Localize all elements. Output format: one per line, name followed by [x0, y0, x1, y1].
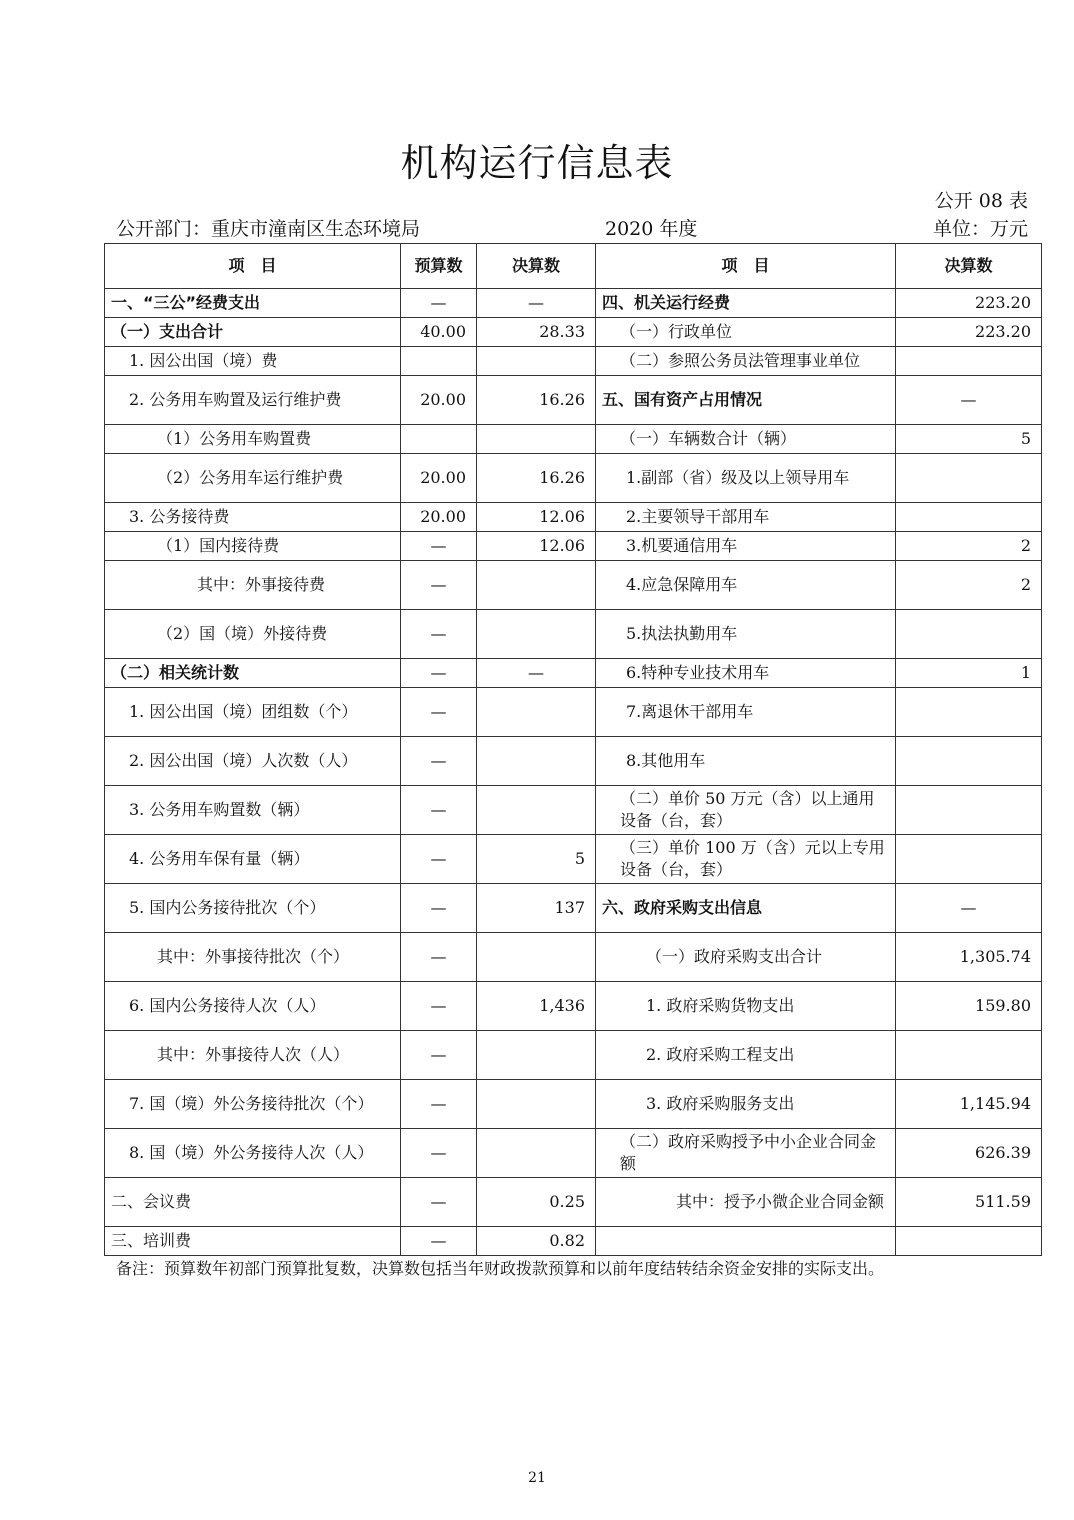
cell-final: [477, 561, 596, 610]
table-row: [105, 289, 1042, 318]
cell-item-2: （一）车辆数合计（辆）: [596, 425, 896, 454]
cell-final: 0.25: [477, 1178, 596, 1227]
table-row: [105, 347, 1042, 376]
cell-value: 223.20: [896, 289, 1042, 318]
cell-item-2: （一）政府采购支出合计: [596, 933, 896, 982]
cell-budget: —: [401, 561, 477, 610]
table-row: [105, 933, 1042, 982]
cell-value: [896, 610, 1042, 659]
table-row: [105, 1031, 1042, 1080]
cell-budget: —: [401, 933, 477, 982]
cell-budget: —: [401, 1031, 477, 1080]
cell-final: —: [477, 289, 596, 318]
cell-budget: —: [401, 982, 477, 1031]
cell-value: [896, 737, 1042, 786]
cell-item: 3. 公务接待费: [105, 503, 401, 532]
table-row: [105, 1129, 1042, 1178]
cell-item-2: 2.主要领导干部用车: [596, 503, 896, 532]
cell-budget: 20.00: [401, 503, 477, 532]
cell-item: （一）支出合计: [105, 318, 401, 347]
table-row: [105, 884, 1042, 933]
header-item: 项 目: [105, 244, 401, 289]
cell-item: 4. 公务用车保有量（辆）: [105, 835, 401, 884]
cell-final: 1,436: [477, 982, 596, 1031]
cell-budget: —: [401, 884, 477, 933]
cell-final: [477, 1129, 596, 1178]
cell-item-2: 3. 政府采购服务支出: [596, 1080, 896, 1129]
cell-final: 5: [477, 835, 596, 884]
cell-item: 3. 公务用车购置数（辆）: [105, 786, 401, 835]
cell-value: 2: [896, 532, 1042, 561]
cell-final: [477, 1031, 596, 1080]
cell-final: 28.33: [477, 318, 596, 347]
cell-item: 8. 国（境）外公务接待人次（人）: [105, 1129, 401, 1178]
cell-budget: —: [401, 610, 477, 659]
cell-item-2: 7.离退休干部用车: [596, 688, 896, 737]
cell-budget: —: [401, 737, 477, 786]
cell-budget: 20.00: [401, 454, 477, 503]
cell-value: 2: [896, 561, 1042, 610]
cell-item-2: 6.特种专业技术用车: [596, 659, 896, 688]
cell-value: 159.80: [896, 982, 1042, 1031]
table-row: [105, 503, 1042, 532]
cell-value: [896, 454, 1042, 503]
cell-final: 12.06: [477, 503, 596, 532]
table-row: [105, 688, 1042, 737]
cell-budget: 40.00: [401, 318, 477, 347]
table-number: 公开 08 表: [934, 190, 1028, 212]
cell-item-2: 3.机要通信用车: [596, 532, 896, 561]
cell-budget: —: [401, 1129, 477, 1178]
cell-final: [477, 786, 596, 835]
cell-item-2: 四、机关运行经费: [596, 289, 896, 318]
cell-budget: —: [401, 659, 477, 688]
cell-item-2: 其中：授予小微企业合同金额: [596, 1178, 896, 1227]
cell-item: （二）相关统计数: [105, 659, 401, 688]
cell-budget: —: [401, 1080, 477, 1129]
cell-item-2: 5.执法执勤用车: [596, 610, 896, 659]
cell-item: 一、“三公”经费支出: [105, 289, 401, 318]
cell-final: [477, 347, 596, 376]
cell-final: 0.82: [477, 1227, 596, 1256]
table-row: [105, 835, 1042, 884]
cell-item-2: （二）参照公务员法管理事业单位: [596, 347, 896, 376]
cell-value: —: [896, 376, 1042, 425]
table-row: [105, 786, 1042, 835]
cell-final: [477, 610, 596, 659]
cell-value: 1,145.94: [896, 1080, 1042, 1129]
footnote: 备注：预算数年初部门预算批复数，决算数包括当年财政拨款预算和以前年度结转结余资金安排的实际支出。: [116, 1259, 885, 1278]
cell-value: [896, 503, 1042, 532]
info-table: [104, 243, 1042, 1256]
cell-item-2: （一）行政单位: [596, 318, 896, 347]
cell-value: 1: [896, 659, 1042, 688]
cell-final: —: [477, 659, 596, 688]
cell-item-2: 六、政府采购支出信息: [596, 884, 896, 933]
cell-budget: —: [401, 786, 477, 835]
cell-value: [896, 1031, 1042, 1080]
cell-final: 137: [477, 884, 596, 933]
cell-item: 其中：外事接待人次（人）: [105, 1031, 401, 1080]
cell-item-2: 8.其他用车: [596, 737, 896, 786]
table-row: [105, 376, 1042, 425]
cell-item-2: （三）单价 100 万（含）元以上专用设备（台，套）: [596, 835, 896, 884]
cell-final: [477, 737, 596, 786]
cell-final: 16.26: [477, 376, 596, 425]
cell-final: [477, 1080, 596, 1129]
cell-item: （1）公务用车购置费: [105, 425, 401, 454]
cell-item: （2）公务用车运行维护费: [105, 454, 401, 503]
cell-value: [896, 835, 1042, 884]
cell-budget: —: [401, 1178, 477, 1227]
table-row: [105, 532, 1042, 561]
cell-item: （2）国（境）外接待费: [105, 610, 401, 659]
cell-item: 1. 因公出国（境）费: [105, 347, 401, 376]
page-title: 机构运行信息表: [400, 141, 674, 185]
cell-budget: 20.00: [401, 376, 477, 425]
cell-value: [896, 786, 1042, 835]
cell-value: [896, 1227, 1042, 1256]
table-row: [105, 659, 1042, 688]
fiscal-year: 2020 年度: [605, 218, 698, 240]
cell-budget: —: [401, 289, 477, 318]
header-final: 决算数: [477, 244, 596, 289]
cell-value: —: [896, 884, 1042, 933]
cell-item-2: 五、国有资产占用情况: [596, 376, 896, 425]
cell-value: 5: [896, 425, 1042, 454]
cell-item: 7. 国（境）外公务接待批次（个）: [105, 1080, 401, 1129]
cell-final: 12.06: [477, 532, 596, 561]
cell-final: [477, 688, 596, 737]
cell-budget: [401, 347, 477, 376]
cell-final: [477, 933, 596, 982]
table-row: [105, 1178, 1042, 1227]
table-row: [105, 610, 1042, 659]
cell-budget: —: [401, 532, 477, 561]
cell-value: [896, 688, 1042, 737]
cell-budget: —: [401, 688, 477, 737]
cell-value: 1,305.74: [896, 933, 1042, 982]
cell-value: 511.59: [896, 1178, 1042, 1227]
cell-item: 2. 因公出国（境）人次数（人）: [105, 737, 401, 786]
cell-budget: —: [401, 835, 477, 884]
cell-item: 1. 因公出国（境）团组数（个）: [105, 688, 401, 737]
cell-item: （1）国内接待费: [105, 532, 401, 561]
table-row: [105, 561, 1042, 610]
cell-item-2: 2. 政府采购工程支出: [596, 1031, 896, 1080]
cell-final: [477, 425, 596, 454]
cell-item: 2. 公务用车购置及运行维护费: [105, 376, 401, 425]
table-row: [105, 318, 1042, 347]
header-row: [105, 244, 1042, 289]
cell-item: 三、培训费: [105, 1227, 401, 1256]
table-row: [105, 1080, 1042, 1129]
cell-budget: [401, 425, 477, 454]
cell-item: 二、会议费: [105, 1178, 401, 1227]
header-final-2: 决算数: [896, 244, 1042, 289]
unit: 单位：万元: [932, 218, 1028, 240]
cell-item-2: （二）政府采购授予中小企业合同金额: [596, 1129, 896, 1178]
cell-value: 223.20: [896, 318, 1042, 347]
cell-item: 5. 国内公务接待批次（个）: [105, 884, 401, 933]
department: 公开部门：重庆市潼南区生态环境局: [116, 218, 421, 240]
cell-item-2: 1. 政府采购货物支出: [596, 982, 896, 1031]
cell-final: 16.26: [477, 454, 596, 503]
table-row: [105, 737, 1042, 786]
cell-value: [896, 347, 1042, 376]
cell-item-2: [596, 1227, 896, 1256]
cell-item: 其中：外事接待批次（个）: [105, 933, 401, 982]
table-row: [105, 982, 1042, 1031]
page-number: 21: [528, 1470, 546, 1486]
header-budget: 预算数: [401, 244, 477, 289]
cell-item-2: （二）单价 50 万元（含）以上通用设备（台，套）: [596, 786, 896, 835]
cell-budget: —: [401, 1227, 477, 1256]
cell-value: 626.39: [896, 1129, 1042, 1178]
table-row: [105, 1227, 1042, 1256]
cell-item-2: 1.副部（省）级及以上领导用车: [596, 454, 896, 503]
table-row: [105, 425, 1042, 454]
table-row: [105, 454, 1042, 503]
cell-item: 6. 国内公务接待人次（人）: [105, 982, 401, 1031]
header-item-2: 项 目: [596, 244, 896, 289]
cell-item-2: 4.应急保障用车: [596, 561, 896, 610]
cell-item: 其中：外事接待费: [105, 561, 401, 610]
